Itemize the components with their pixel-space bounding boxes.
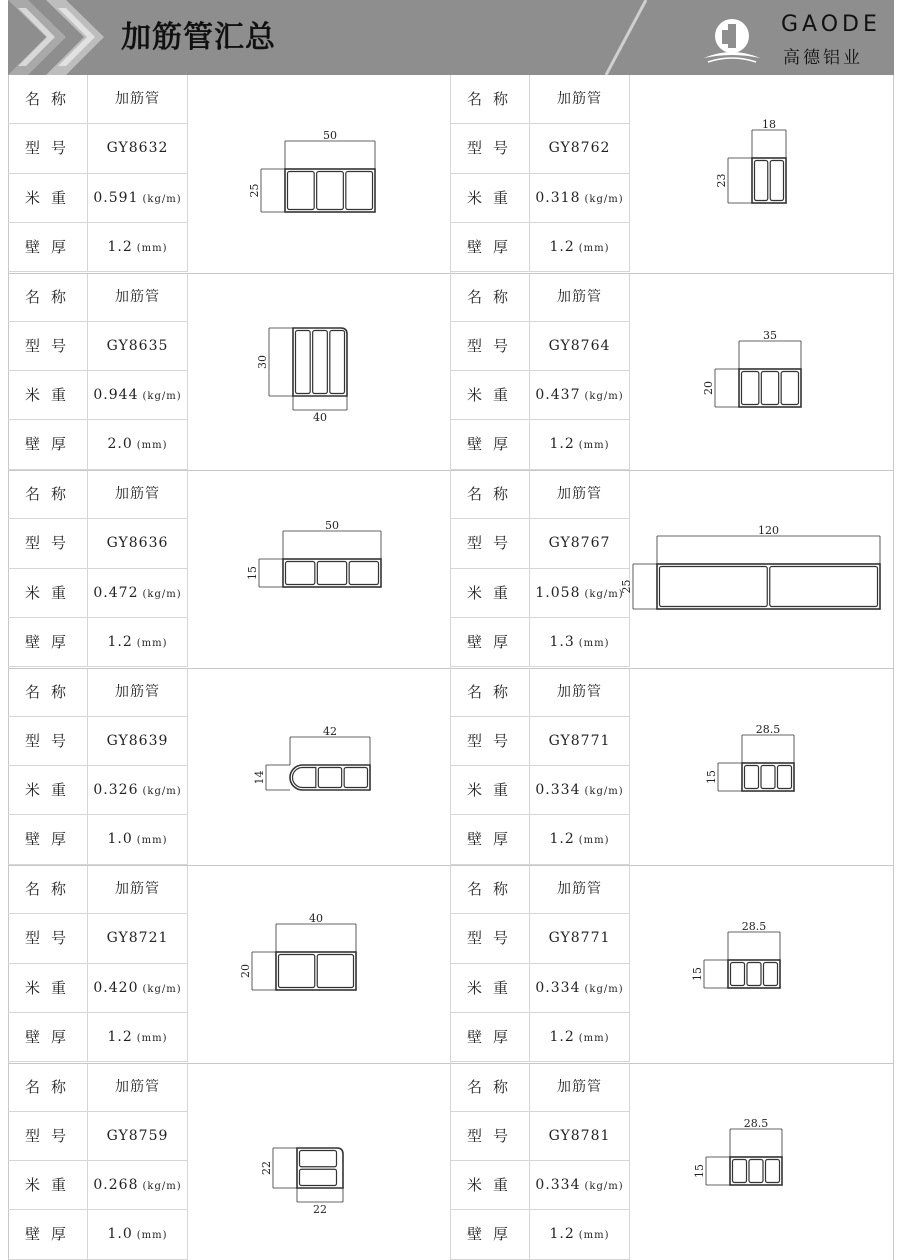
center-divider	[450, 75, 451, 1260]
profile-cell	[660, 567, 768, 607]
spec-value-name: 加筋管	[529, 470, 629, 519]
spec-label-weight: 米 重	[25, 188, 67, 207]
spec-value-model: GY8635	[87, 322, 187, 371]
spec-value-model: GY8771	[529, 914, 629, 963]
spec-value-weight: 1.058 (kg/m)	[529, 569, 629, 618]
spec-value-weight: 0.944 (kg/m)	[87, 371, 187, 420]
spec-value-weight: 0.420 (kg/m)	[87, 964, 187, 1013]
profile-cell	[733, 1159, 747, 1182]
spec-value-name: 加筋管	[529, 75, 629, 124]
spec-value-weight: 0.334 (kg/m)	[529, 964, 629, 1013]
profile-drawing	[8, 470, 451, 667]
logo-text-cn: 高德铝业	[783, 48, 863, 68]
profile-outline	[728, 960, 780, 988]
profile-cell	[781, 371, 798, 404]
dimension-width-label: 35	[763, 328, 777, 342]
dimension-height-label: 22	[260, 1160, 273, 1175]
dimension-width-label: 40	[313, 410, 327, 424]
profile-drawing	[450, 273, 893, 470]
spec-label-weight: 米 重	[467, 386, 509, 404]
spec-value-thickness: 1.2 (mm)	[529, 223, 629, 272]
profile-cell	[317, 172, 344, 210]
spec-label-thickness: 壁 厚	[25, 830, 67, 849]
spec-label-name: 名 称	[467, 682, 509, 701]
spec-value-name: 加筋管	[529, 1063, 629, 1112]
page-title: 加筋管汇总	[121, 20, 276, 55]
profile-cell	[330, 330, 345, 393]
profile-drawing	[450, 865, 893, 1062]
profile-drawing	[8, 865, 451, 1062]
spec-label-name: 名 称	[25, 1077, 67, 1096]
profile-cell	[761, 765, 775, 788]
spec-label-name: 名 称	[25, 682, 67, 701]
dimension-height-label: 25	[620, 579, 633, 594]
slash-decoration-icon	[588, 0, 668, 75]
product-item	[450, 470, 893, 668]
row-separator	[8, 470, 894, 471]
profile-outline	[283, 559, 381, 587]
spec-value-thickness: 1.2 (mm)	[529, 1013, 629, 1062]
profile-outline	[742, 763, 794, 791]
spec-value-thickness: 1.3 (mm)	[529, 618, 629, 667]
profile-outline	[285, 169, 375, 212]
logo-text-en: GAODE	[781, 12, 881, 37]
spec-value-model: GY8636	[87, 519, 187, 568]
profile-cell	[778, 765, 792, 788]
spec-label-weight: 米 重	[467, 188, 509, 207]
spec-value-name: 加筋管	[529, 668, 629, 717]
spec-value-weight: 0.591 (kg/m)	[87, 174, 187, 223]
dimension-height-label: 30	[256, 354, 269, 369]
spec-value-name: 加筋管	[87, 470, 187, 519]
profile-outline	[657, 564, 880, 609]
product-item	[450, 668, 893, 866]
profile-cell	[344, 767, 367, 787]
profile-cell	[747, 963, 761, 986]
profile-cell	[745, 765, 759, 788]
spec-label-thickness: 壁 厚	[467, 237, 509, 256]
spec-value-weight: 0.318 (kg/m)	[529, 174, 629, 223]
row-separator	[8, 1063, 894, 1064]
profile-cell	[770, 567, 878, 607]
spec-label-model: 型 号	[467, 534, 509, 553]
row-separator	[8, 865, 894, 866]
spec-value-thickness: 1.2 (mm)	[529, 420, 629, 469]
product-item	[8, 75, 451, 273]
spec-label-model: 型 号	[467, 731, 509, 750]
spec-label-name: 名 称	[467, 1077, 509, 1096]
spec-value-weight: 0.472 (kg/m)	[87, 569, 187, 618]
spec-label-weight: 米 重	[467, 583, 509, 602]
spec-label-model: 型 号	[467, 139, 509, 158]
product-item	[8, 470, 451, 668]
spec-value-model: GY8639	[87, 717, 187, 766]
chevron-decoration-icon	[8, 0, 128, 75]
product-item	[450, 75, 893, 273]
dimension-height-label: 20	[702, 380, 715, 395]
spec-value-name: 加筋管	[529, 273, 629, 322]
profile-cell	[318, 767, 341, 787]
spec-label-thickness: 壁 厚	[25, 435, 67, 454]
profile-drawing	[8, 273, 451, 470]
profile-cell	[349, 562, 378, 585]
spec-value-thickness: 1.2 (mm)	[529, 815, 629, 864]
spec-value-weight: 0.334 (kg/m)	[529, 766, 629, 815]
dimension-width-label: 28.5	[741, 920, 767, 933]
profile-cell	[346, 172, 373, 210]
profile-drawing	[450, 470, 893, 667]
dimension-height-label: 15	[246, 566, 259, 580]
dimension-width-label: 22	[313, 1202, 327, 1216]
spec-value-weight: 0.437 (kg/m)	[529, 371, 629, 420]
spec-label-model: 型 号	[25, 1126, 67, 1145]
profile-cell	[293, 767, 316, 787]
spec-label-thickness: 壁 厚	[467, 1027, 509, 1046]
profile-drawing	[8, 668, 451, 865]
product-item	[8, 865, 451, 1063]
spec-value-name: 加筋管	[87, 1063, 187, 1112]
spec-value-thickness: 1.2 (mm)	[87, 223, 187, 272]
dimension-height-label: 25	[248, 183, 261, 198]
spec-label-thickness: 壁 厚	[467, 830, 509, 849]
spec-value-name: 加筋管	[87, 273, 187, 322]
profile-drawing	[450, 75, 893, 272]
profile-outline	[730, 1157, 782, 1185]
dimension-height-label: 15	[705, 769, 718, 784]
profile-cell	[749, 1159, 763, 1182]
spec-label-weight: 米 重	[25, 781, 67, 799]
profile-outline	[752, 158, 786, 203]
spec-label-name: 名 称	[467, 880, 509, 898]
profile-drawing	[450, 668, 893, 865]
spec-label-model: 型 号	[25, 336, 67, 355]
spec-label-weight: 米 重	[25, 978, 67, 997]
profile-cell	[296, 330, 311, 393]
spec-label-thickness: 壁 厚	[467, 632, 509, 651]
spec-value-name: 加筋管	[87, 75, 187, 124]
dimension-height-label: 14	[253, 770, 266, 784]
profile-drawing	[8, 75, 451, 272]
spec-value-model: GY8759	[87, 1112, 187, 1161]
profile-cell	[770, 161, 783, 201]
spec-label-name: 名 称	[25, 485, 67, 503]
spec-label-model: 型 号	[25, 139, 67, 158]
dimension-width-label: 50	[323, 129, 337, 142]
profile-outline	[276, 952, 356, 990]
spec-label-thickness: 壁 厚	[25, 632, 67, 651]
dimension-width-label: 40	[309, 912, 323, 925]
profile-cell	[300, 1150, 337, 1166]
profile-cell	[731, 963, 745, 986]
spec-value-model: GY8762	[529, 124, 629, 173]
profile-outline	[293, 328, 347, 396]
product-item	[8, 1063, 451, 1260]
spec-label-name: 名 称	[467, 287, 509, 306]
spec-value-model: GY8767	[529, 519, 629, 568]
dimension-width-label: 28.5	[743, 1116, 769, 1130]
row-separator	[8, 273, 894, 274]
spec-label-model: 型 号	[25, 929, 67, 948]
profile-cell	[764, 963, 778, 986]
spec-label-thickness: 壁 厚	[467, 435, 509, 454]
spec-label-weight: 米 重	[25, 386, 67, 404]
spec-label-model: 型 号	[467, 336, 509, 355]
profile-cell	[317, 562, 346, 585]
spec-label-weight: 米 重	[25, 1176, 67, 1194]
spec-label-weight: 米 重	[25, 583, 67, 602]
spec-label-thickness: 壁 厚	[25, 1027, 67, 1046]
spec-label-name: 名 称	[25, 880, 67, 898]
spec-label-name: 名 称	[467, 90, 509, 108]
spec-value-name: 加筋管	[529, 865, 629, 914]
product-item	[450, 273, 893, 471]
spec-value-thickness: 1.2 (mm)	[87, 618, 187, 667]
profile-cell	[313, 330, 328, 393]
spec-value-weight: 0.334 (kg/m)	[529, 1161, 629, 1210]
dimension-height-label: 20	[239, 964, 252, 978]
spec-label-weight: 米 重	[467, 978, 509, 997]
profile-cell	[286, 562, 315, 585]
spec-label-model: 型 号	[467, 1126, 509, 1145]
spec-value-thickness: 2.0 (mm)	[87, 420, 187, 469]
spec-value-weight: 0.326 (kg/m)	[87, 766, 187, 815]
profile-cell	[742, 371, 759, 404]
dimension-width-label: 18	[762, 118, 776, 131]
spec-label-model: 型 号	[25, 534, 67, 553]
spec-label-name: 名 称	[25, 90, 67, 108]
spec-label-model: 型 号	[467, 929, 509, 948]
spec-value-thickness: 1.2 (mm)	[87, 1013, 187, 1062]
product-item	[8, 668, 451, 866]
profile-cell	[755, 161, 768, 201]
spec-value-thickness: 1.0 (mm)	[87, 1210, 187, 1259]
profile-cell	[317, 955, 353, 988]
spec-value-thickness: 1.2 (mm)	[529, 1210, 629, 1259]
spec-label-thickness: 壁 厚	[467, 1225, 509, 1244]
product-item	[8, 273, 451, 471]
spec-label-name: 名 称	[467, 485, 509, 503]
spec-value-model: GY8721	[87, 914, 187, 963]
spec-value-thickness: 1.0 (mm)	[87, 815, 187, 864]
spec-value-model: GY8771	[529, 717, 629, 766]
row-separator	[8, 668, 894, 669]
profile-outline	[739, 369, 801, 407]
spec-label-thickness: 壁 厚	[25, 237, 67, 256]
spec-value-name: 加筋管	[87, 668, 187, 717]
dimension-width-label: 42	[323, 724, 337, 738]
dimension-width-label: 28.5	[755, 722, 781, 736]
spec-value-model: GY8781	[529, 1112, 629, 1161]
profile-outline	[290, 765, 370, 790]
spec-label-weight: 米 重	[467, 781, 509, 799]
spec-label-model: 型 号	[25, 731, 67, 750]
profile-drawing	[450, 1063, 893, 1260]
profile-drawing	[8, 1063, 451, 1260]
dimension-height-label: 23	[715, 173, 728, 188]
profile-cell	[288, 172, 315, 210]
dimension-height-label: 15	[693, 1163, 706, 1178]
product-item	[450, 865, 893, 1063]
spec-value-name: 加筋管	[87, 865, 187, 914]
spec-label-thickness: 壁 厚	[25, 1225, 67, 1244]
profile-cell	[300, 1169, 337, 1185]
product-item	[450, 1063, 893, 1260]
profile-cell	[279, 955, 315, 988]
profile-cell	[761, 371, 778, 404]
dimension-height-label: 15	[691, 967, 704, 981]
dimension-width-label: 50	[325, 519, 339, 532]
spec-value-model: GY8632	[87, 124, 187, 173]
spec-label-name: 名 称	[25, 287, 67, 306]
spec-value-model: GY8764	[529, 322, 629, 371]
spec-value-weight: 0.268 (kg/m)	[87, 1161, 187, 1210]
profile-cell	[766, 1159, 780, 1182]
page-header	[8, 0, 894, 75]
spec-label-weight: 米 重	[467, 1176, 509, 1194]
dimension-width-label: 120	[758, 524, 779, 537]
gaode-logo-icon	[702, 14, 762, 66]
